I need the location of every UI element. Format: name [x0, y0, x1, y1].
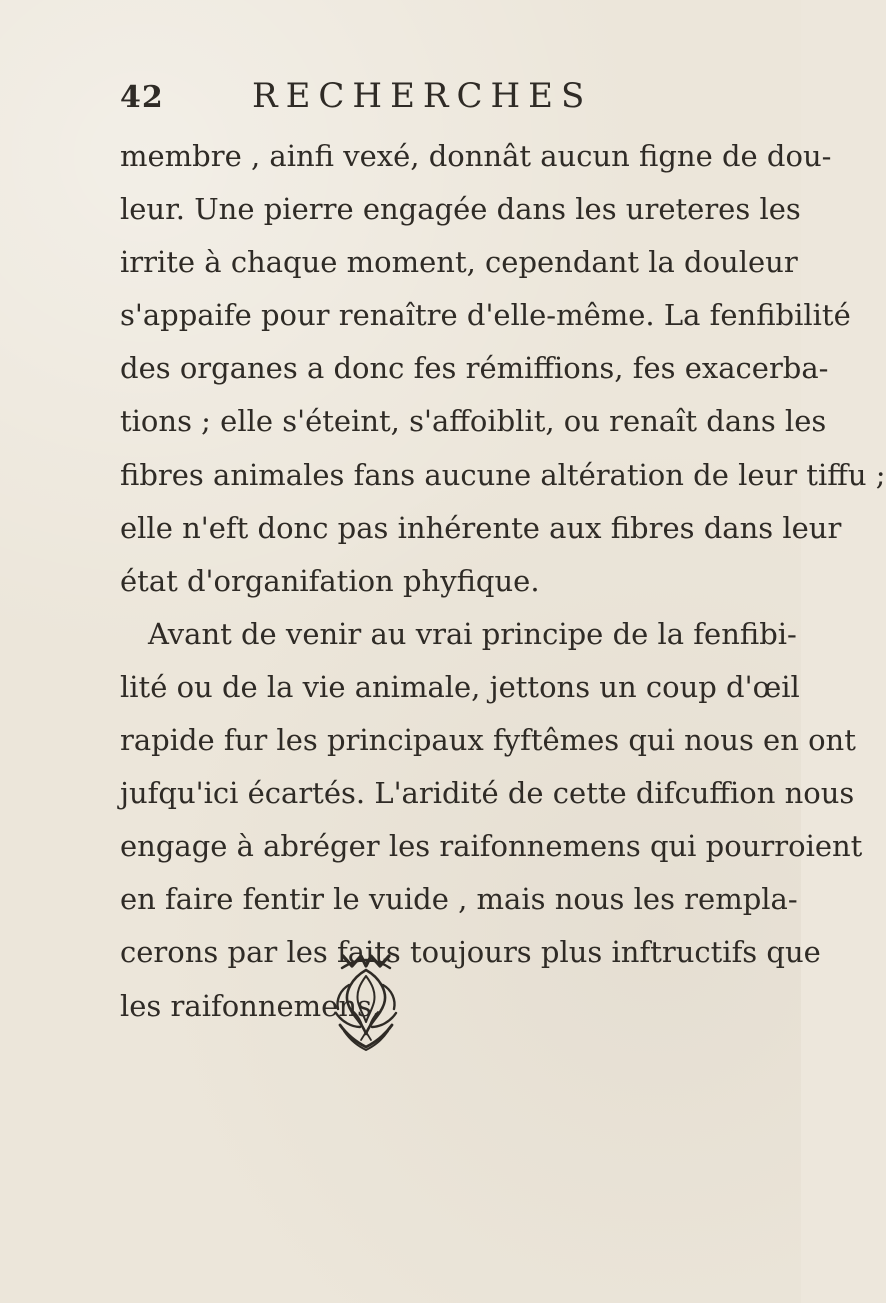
text-line: tions ; elle s'éteint, s'affoiblit, ou renaît dans les [120, 404, 827, 439]
running-head: RECHERCHES [252, 76, 593, 116]
text-line: s'appaife pour renaître d'elle-même. La fenfibilité [120, 298, 851, 333]
text-line: les raifonnemens. [120, 988, 382, 1023]
text-line: engage à abréger les raifonnemens qui pourroient [120, 829, 863, 864]
text-line: jufqu'ici écartés. L'aridité de cette difcuffion nous [120, 776, 855, 811]
text-line: fibres animales fans aucune altération de leur tiffu ; [120, 457, 886, 492]
main-text [120, 130, 886, 1033]
text-line: irrite à chaque moment, cependant la douleur [120, 245, 798, 280]
page-number: 42 [120, 80, 164, 115]
text-line: membre , ainfi vexé, donnât aucun figne de dou- [120, 139, 832, 173]
text-line: rapide fur les principaux fyftêmes qui nous en ont [120, 723, 856, 758]
text-line: en faire fentir le vuide , mais nous les rempla- [120, 882, 798, 917]
text-line: Avant de venir au vrai principe de la fenfibi- [148, 616, 797, 651]
floral-ornament-icon [318, 946, 414, 1058]
text-line: elle n'eft donc pas inhérente aux fibres dans leur [120, 510, 842, 545]
text-line: des organes a donc fes rémiffions, fes exacerba- [120, 351, 829, 386]
text-line: leur. Une pierre engagée dans les ureteres les [120, 192, 801, 227]
text-line: état d'organifation phyfique. [120, 563, 540, 598]
text-line: lité ou de la vie animale, jettons un coup d'œil [120, 669, 800, 704]
page-header [120, 74, 680, 122]
text-line: cerons par les faits toujours plus inftructifs que [120, 935, 821, 970]
